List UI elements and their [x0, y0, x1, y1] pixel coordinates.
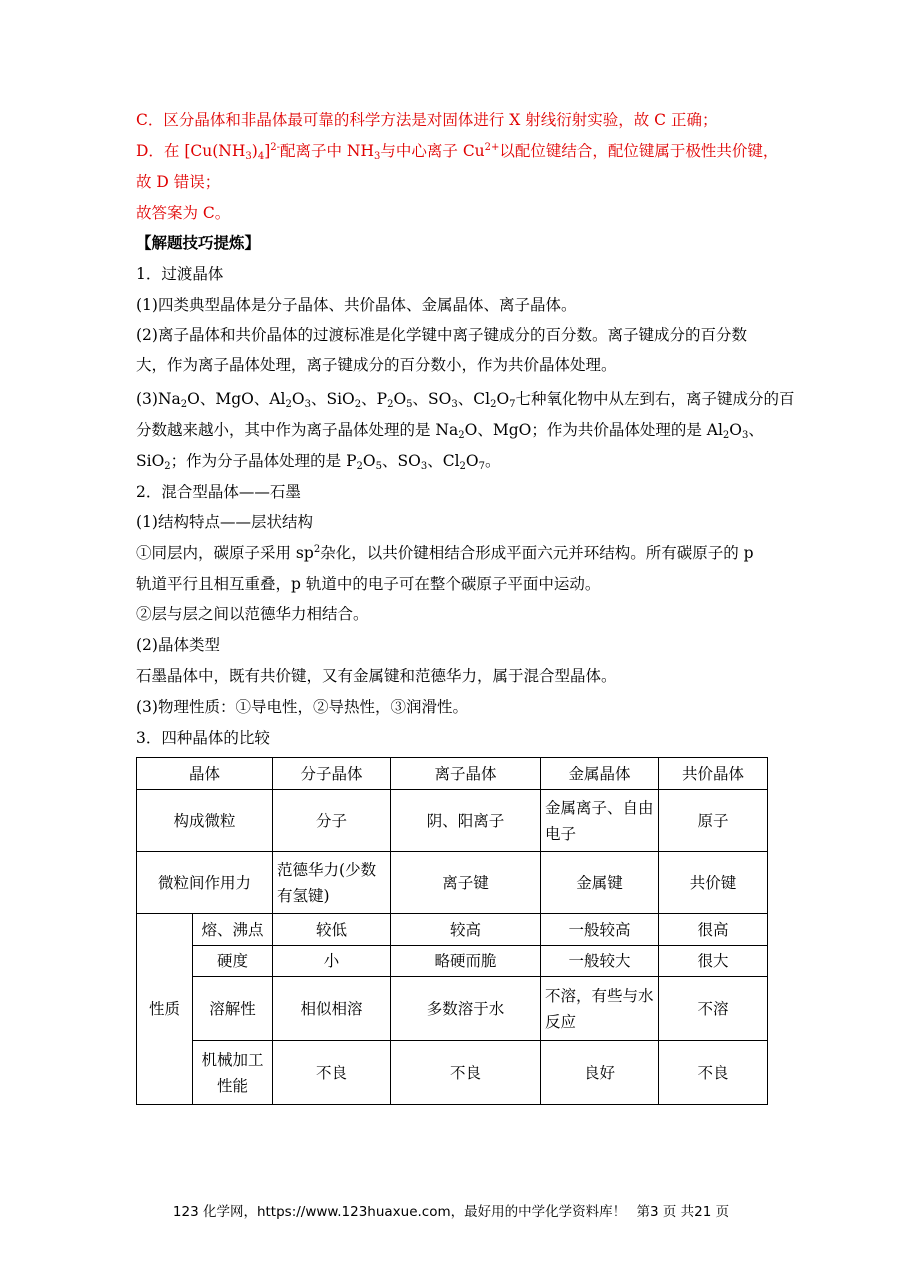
section-1-point-3-cont: 分数越来越小，其中作为离子晶体处理的是 $Na_2O$、MgO；作为共价晶体处理的是 $Al_2O_3$、 [136, 421, 764, 441]
table-cell: 溶解性 [193, 977, 273, 1041]
table-header-cell: 晶体 [137, 758, 273, 790]
table-cell: 较高 [391, 914, 541, 946]
tips-heading: 【解题技巧提炼】 [136, 233, 261, 252]
section-2-title: 2．混合型晶体——石墨 [136, 483, 301, 501]
table-cell: 构成微粒 [137, 790, 273, 852]
answer-conclusion: 故答案为 C。 [136, 204, 231, 222]
table-row [137, 914, 768, 946]
table-cell: 不良 [273, 1041, 391, 1105]
table-header-cell: 分子晶体 [273, 758, 391, 790]
table-cell: 不良 [391, 1041, 541, 1105]
table-cell: 金属键 [541, 852, 659, 914]
table-cell: 不溶，有些与水反应 [541, 977, 659, 1041]
section-1-point-3: $(3)Na_2O$、MgO、$Al_2O_3$、SiO$_2$、$P_2O_5$、$SO_3$、$Cl_2O_7$七种氧化物中从左到右，离子键成分的百 [136, 390, 795, 410]
table-cell: 很大 [659, 946, 768, 977]
footer-page-number: 第3 页 共21 页 [636, 1204, 730, 1220]
answer-option-d: D．在 $[Cu(NH_3)_4]^{2-}$配离子中 $NH_3$与中心离子 $Cu^{2+}$以配位键结合，配位键属于极性共价键， [136, 142, 779, 162]
table-row [137, 946, 768, 977]
section-1-point-3-cont2: SiO$_2$；作为分子晶体处理的是 $P_2O_5$、$SO_3$、$Cl_2O_7$。 [136, 452, 501, 472]
table-cell: 一般较大 [541, 946, 659, 977]
table-cell: 微粒间作用力 [137, 852, 273, 914]
table-header-cell: 离子晶体 [391, 758, 541, 790]
section-2-point-2: (2)晶体类型 [136, 636, 220, 654]
table-cell: 小 [273, 946, 391, 977]
section-1-point-1: (1)四类典型晶体是分子晶体、共价晶体、金属晶体、离子晶体。 [136, 296, 577, 314]
answer-option-c: C．区分晶体和非晶体最可靠的科学方法是对固体进行 X 射线衍射实验，故 C 正确； [136, 111, 718, 129]
section-2-point-3: (3)物理性质：①导电性，②导热性，③润滑性。 [136, 698, 468, 716]
table-cell: 略硬而脆 [391, 946, 541, 977]
table-header-row [137, 758, 768, 790]
section-1-title: 1．过渡晶体 [136, 265, 224, 283]
table-cell: 硬度 [193, 946, 273, 977]
table-cell: 原子 [659, 790, 768, 852]
table-cell: 机械加工性能 [193, 1041, 273, 1105]
page-footer [0, 1200, 902, 1220]
table-cell: 分子 [273, 790, 391, 852]
table-cell: 不溶 [659, 977, 768, 1041]
table-cell: 离子键 [391, 852, 541, 914]
answer-option-d-cont: 故 D 错误； [136, 173, 221, 191]
table-row [137, 1041, 768, 1105]
table-header-cell: 金属晶体 [541, 758, 659, 790]
table-cell: 共价键 [659, 852, 768, 914]
table-cell: 良好 [541, 1041, 659, 1105]
table-cell-property-label: 性质 [137, 914, 193, 1105]
table-cell: 熔、沸点 [193, 914, 273, 946]
section-2-point-1: (1)结构特点——层状结构 [136, 513, 313, 531]
table-header-cell: 共价晶体 [659, 758, 768, 790]
table-row [137, 852, 768, 914]
section-2-point-1a: ①同层内，碳原子采用 $sp^2$杂化，以共价键相结合形成平面六元并环结构。所有碳原子的 p [136, 544, 754, 562]
table-cell: 很高 [659, 914, 768, 946]
section-2-point-2-text: 石墨晶体中，既有共价键，又有金属键和范德华力，属于混合型晶体。 [136, 667, 617, 685]
section-2-point-1a-cont: 轨道平行且相互重叠，p 轨道中的电子可在整个碳原子平面中运动。 [136, 575, 601, 593]
section-2-point-1b: ②层与层之间以范德华力相结合。 [136, 605, 369, 623]
section-3-title: 3．四种晶体的比较 [136, 729, 270, 747]
table-cell: 较低 [273, 914, 391, 946]
table-row [137, 790, 768, 852]
section-1-point-2-cont: 大，作为离子晶体处理，离子键成分的百分数小，作为共价晶体处理。 [136, 356, 617, 374]
table-row [137, 977, 768, 1041]
footer-text: 123 化学网，https://www.123huaxue.com，最好用的中学化学资料库！ [172, 1204, 627, 1220]
table-cell: 多数溶于水 [391, 977, 541, 1041]
table-cell: 不良 [659, 1041, 768, 1105]
table-cell: 阴、阳离子 [391, 790, 541, 852]
table-cell: 金属离子、自由电子 [541, 790, 659, 852]
crystal-comparison-table [136, 757, 768, 1105]
table-cell: 相似相溶 [273, 977, 391, 1041]
section-1-point-2: (2)离子晶体和共价晶体的过渡标准是化学键中离子键成分的百分数。离子键成分的百分数 [136, 326, 747, 344]
table-cell: 范德华力(少数有氢键) [273, 852, 391, 914]
table-cell: 一般较高 [541, 914, 659, 946]
